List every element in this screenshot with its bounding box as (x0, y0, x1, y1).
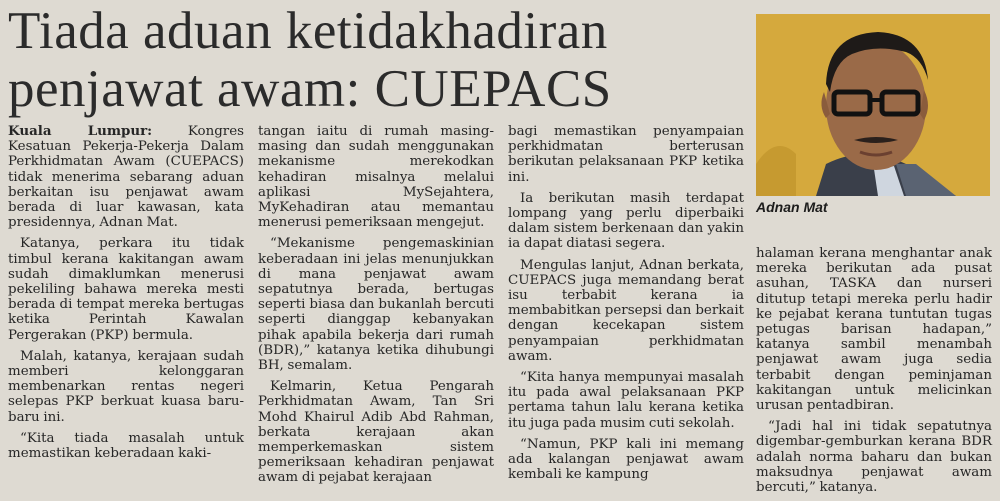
paragraph-text: Kongres Kesatuan Pekerja-Pekerja Dalam Perkhidmatan Awam (CUEPACS) tidak menerima sebarang aduan berkaitan isu penjawat awam berada di luar kawasan, kata presidennya, Adnan Mat. (8, 124, 244, 231)
article-column-4 (756, 246, 992, 501)
portrait-photo-icon (756, 14, 990, 196)
paragraph: halaman kerana menghantar anak mereka berikutan ada pusat asuhan, TASKA dan nurseri ditutup tetapi mereka perlu hadir ke pejabat kerana tuntutan tugas petugas barisan hadapan,” katanya sambil menambah penjawat awam juga sedia terbabit dengan peminjaman kakitangan untuk melicinkan urusan pentadbiran. (756, 246, 992, 414)
article-column-3 (508, 124, 744, 488)
photo-caption: Adnan Mat (756, 199, 828, 215)
headline-line-1: Tiada aduan ketidakhadiran (8, 2, 608, 60)
paragraph (8, 124, 244, 230)
paragraph: “Jadi hal ini tidak sepatutnya digembar-gemburkan kerana BDR adalah norma baharu dan bukan maksudnya penjawat awam bercuti,” katanya. (756, 419, 992, 496)
headline-line-2: penjawat awam: CUEPACS (8, 60, 612, 118)
paragraph: Katanya, perkara itu tidak timbul kerana kakitangan awam sudah dimaklumkan menerusi pekeliling bahawa mereka mesti berada di tempat mereka bertugas ketika Perintah Kawalan Pergerakan (PKP) bermula. (8, 236, 244, 343)
paragraph: tangan iaitu di rumah masing-masing dan sudah menggunakan mekanisme merekodkan kehadiran misalnya melalui aplikasi MySejahtera, MyKehadiran atau memantau menerusi pemeriksaan mengejut. (258, 124, 494, 231)
dateline: Kuala Lumpur: (8, 123, 153, 139)
paragraph: Kelmarin, Ketua Pengarah Perkhidmatan Awam, Tan Sri Mohd Khairul Adib Abd Rahman, berkata kerajaan akan memperkemaskan sistem pemeriksaan kehadiran penjawat awam di pejabat kerajaan (258, 379, 494, 486)
headline (8, 2, 748, 118)
paragraph: Ia berikutan masih terdapat lompang yang perlu diperbaiki dalam sistem berkenaan dan yakin ia dapat diatasi segera. (508, 190, 744, 252)
paragraph: “Kita hanya mempunyai masalah itu pada awal pelaksanaan PKP pertama tahun lalu kerana ketika itu juga pada musim cuti sekolah. (508, 370, 744, 431)
portrait-photo (756, 14, 990, 196)
paragraph: bagi memastikan penyampaian perkhidmatan berterusan berikutan pelaksanaan PKP ketika ini. (508, 124, 744, 185)
paragraph: “Namun, PKP kali ini memang ada kalangan penjawat awam kembali ke kampung (508, 436, 744, 483)
paragraph: “Kita tiada masalah untuk memastikan keberadaan kaki- (8, 430, 244, 462)
paragraph: “Mekanisme pengemaskinian keberadaan ini jelas menunjukkan di mana penjawat awam sepatutnya berada, bertugas seperti biasa dan bukanlah bercuti seperti dianggap kebanyakan pihak apabila bekerja dari rumah (BDR),” katanya ketika dihubungi BH, semalam. (258, 236, 494, 374)
article-column-1 (8, 124, 244, 467)
paragraph: Mengulas lanjut, Adnan berkata, CUEPACS juga memandang berat isu terbabit kerana ia membabitkan persepsi dan berkait dengan kecekapan sistem penyampaian perkhidmatan awam. (508, 257, 744, 364)
article-column-2 (258, 124, 494, 492)
paragraph: Malah, katanya, kerajaan sudah memberi kelonggaran membenarkan rentas negeri selepas PKP berkuat kuasa baru-baru ini. (8, 348, 244, 425)
